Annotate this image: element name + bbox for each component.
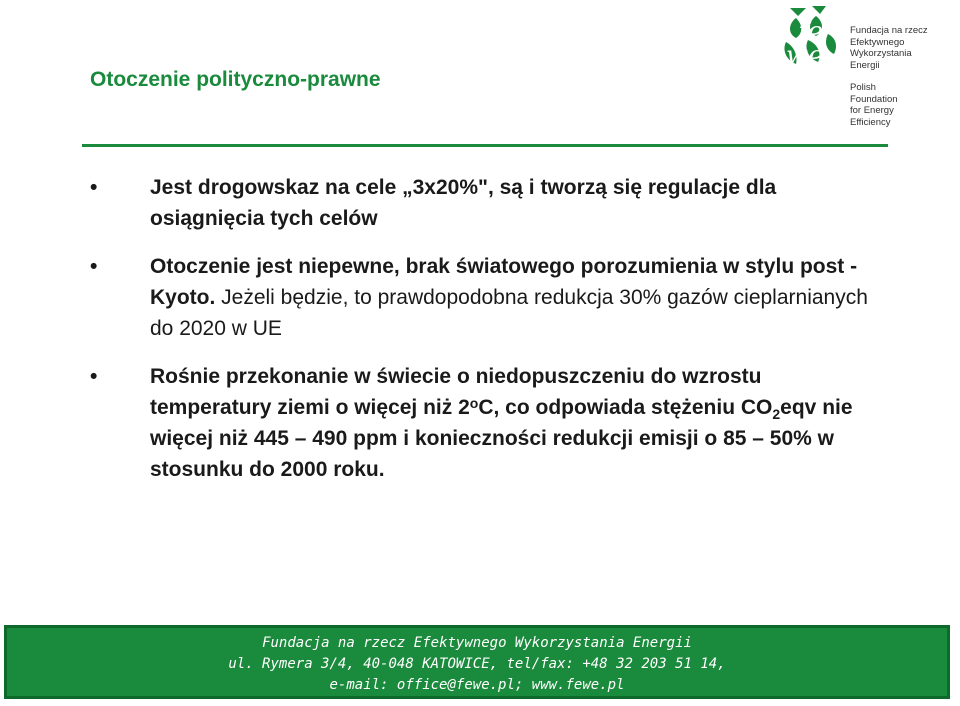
logo-name-polish: Fundacja na rzecz Efektywnego Wykorzystania Energii: [850, 25, 928, 71]
footer-email-web: e-mail: office@fewe.pl; www.fewe.pl: [329, 677, 625, 693]
bullet-item: [90, 251, 880, 344]
bullet-text: C, co odpowiada stężeniu CO: [478, 396, 773, 419]
co2-subscript: 2: [772, 406, 781, 422]
fewe-logo: [778, 4, 953, 134]
bullet-text-normal: Jeżeli będzie, to prawdopodobna redukcja 30% gazów cieplarnianych do 2020 w UE: [150, 286, 868, 340]
bullet-point: •: [90, 365, 98, 388]
footer-address: ul. Rymera 3/4, 40-048 KATOWICE, tel/fax: +48 32 203 51 14,: [228, 656, 726, 672]
bullet-list: [90, 172, 880, 485]
bullet-item: [90, 361, 880, 485]
bullet-text: Rośnie przekonanie w świecie o niedopuszczeniu do wzrostu temperatury ziemi o więcej niż 2: [150, 365, 762, 419]
bullet-text-bold: Otoczenie jest niepewne, brak światowego porozumienia w stylu post - Kyoto.: [150, 255, 858, 309]
bullet-item: [90, 172, 880, 234]
footer-org-name: Fundacja na rzecz Efektywnego Wykorzystania Energii: [262, 635, 692, 651]
slide-title: Otoczenie polityczno-prawne: [90, 68, 381, 91]
bullet-text: eqv nie więcej niż 445 – 490 ppm i konieczności redukcji emisji o 85 – 50% w stosunku do 2000 roku.: [150, 396, 853, 481]
logo-name-english: Polish Foundation for Energy Efficiency: [850, 82, 898, 128]
degree-superscript: o: [469, 395, 479, 411]
bullet-point: •: [90, 176, 98, 199]
header-divider: [82, 144, 888, 147]
footer-contact: [4, 625, 950, 699]
svg-text:we: we: [786, 41, 824, 68]
svg-text:fe: fe: [798, 17, 824, 47]
fewe-logo-icon: [778, 4, 842, 68]
bullet-text: Jest drogowskaz na cele „3x20%", są i tworzą się regulacje dla osiągnięcia tych celów: [150, 176, 777, 230]
bullet-point: •: [90, 255, 98, 278]
